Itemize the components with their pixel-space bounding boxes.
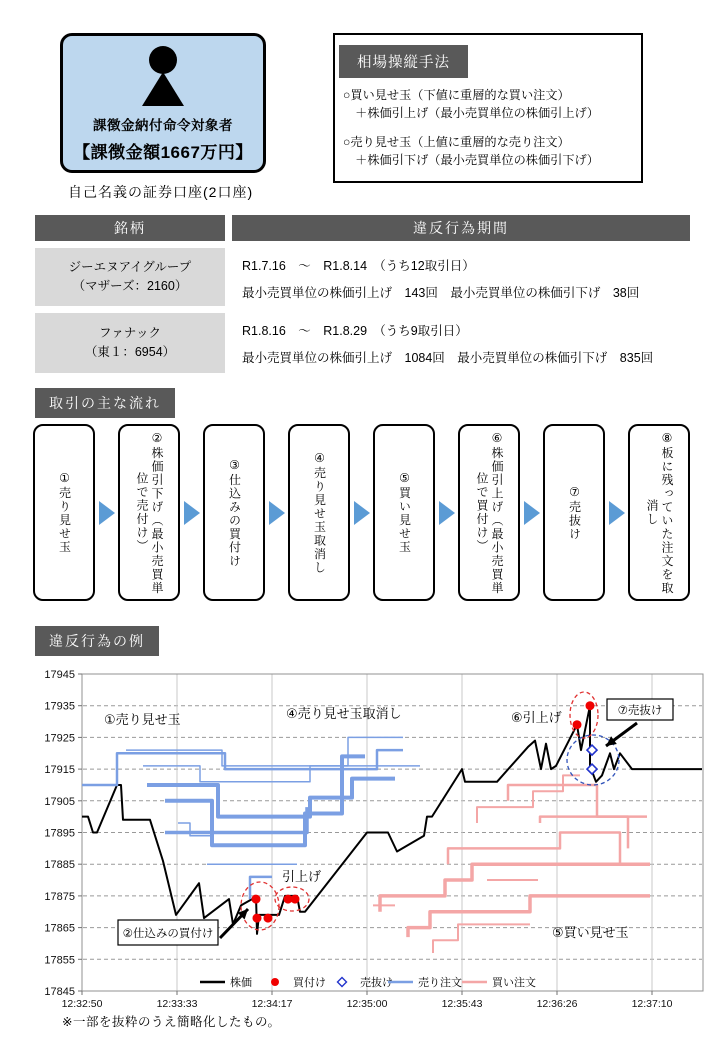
chart-text: 引上げ (282, 869, 322, 884)
buy-order-line (380, 864, 650, 912)
method-line: ＋株価引上げ（最小売買単位の株価引上げ） (343, 106, 599, 121)
chart-text: 17915 (44, 764, 75, 777)
subject-card (60, 33, 266, 173)
person-icon (132, 42, 194, 112)
flow-arrow-icon (609, 501, 625, 525)
buy-order-line (540, 817, 647, 823)
account-caption: 自己名義の証券口座(2口座) (68, 184, 254, 200)
sell-order-line (147, 779, 395, 817)
price-chart (0, 660, 720, 1040)
table-header-period: 違反行為期間 (232, 215, 690, 241)
flow-diagram (33, 424, 691, 601)
buy-order-line (433, 924, 530, 953)
method-header: 相場操縦手法 (339, 45, 468, 78)
chart-text: 買付け (293, 977, 326, 989)
chart-text: 12:34:17 (251, 998, 293, 1010)
stock-cell: ファナック （東１：6954） (35, 313, 225, 373)
chart-text: 株価 (230, 977, 252, 989)
chart-text: ⑤買い見せ玉 (552, 925, 629, 940)
flow-step: ⑥株価引上げ（最小売買単位で買付け） (458, 424, 520, 601)
chart-text: 12:36:26 (536, 998, 578, 1010)
stock-table (35, 215, 690, 373)
sell-order-line (126, 737, 403, 766)
chart-text: ④売り見せ玉取消し (286, 706, 402, 721)
highlight-ellipse (241, 882, 279, 930)
legend-swatch-dot (271, 978, 279, 986)
flow-step: ②株価引下げ（最小売買単位で売付け） (118, 424, 180, 601)
flow-arrow-icon (184, 501, 200, 525)
period-cell: R1.8.16 ～ R1.8.29 （うち9取引日） 最小売買単位の株価引上げ 1084回 最小売買単位の株価引下げ 835回 (232, 313, 690, 373)
flow-step: ⑦売抜け (543, 424, 605, 601)
chart-text: 買い注文 (492, 977, 536, 989)
chart-text: 17945 (44, 669, 75, 681)
flow-step: ⑤買い見せ玉 (373, 424, 435, 601)
flow-arrow-icon (524, 501, 540, 525)
sell-mark-diamond (587, 764, 597, 774)
period-cell: R1.7.16 ～ R1.8.14 （うち12取引日） 最小売買単位の株価引上げ 143回 最小売買単位の株価引下げ 38回 (232, 248, 690, 306)
chart-text: 12:33:33 (156, 998, 198, 1010)
chart-text: 17925 (44, 732, 75, 745)
chart-text: 17905 (44, 795, 75, 808)
chart-text: ⑦売抜け (617, 705, 663, 717)
sell-mark-diamond (587, 745, 597, 755)
charge-subject-title: 課徴金納付命令対象者 (93, 118, 233, 133)
buy-order-line (448, 833, 638, 865)
flow-arrow-icon (269, 501, 285, 525)
chart-text: ①売り見せ玉 (104, 712, 181, 727)
buy-mark-dot (253, 914, 262, 923)
method-box (333, 33, 643, 183)
chart-text: 17935 (44, 700, 75, 713)
method-lines (343, 86, 641, 169)
stock-cell: ジーエヌアイグループ （マザーズ：2160） (35, 248, 225, 306)
flow-step: ④売り見せ玉取消し (288, 424, 350, 601)
method-line: ○売り見せ玉（上値に重層的な売り注文） (343, 134, 570, 149)
chart-text: 17855 (44, 954, 75, 967)
chart-text: 17895 (44, 827, 75, 840)
flow-step: ③仕込みの買付け (203, 424, 265, 601)
chart-text: ⑥引上げ (511, 710, 562, 725)
chart-text: 17865 (44, 922, 75, 935)
legend-swatch-diamond (338, 978, 347, 987)
sell-order-line (165, 807, 307, 832)
flow-arrow-icon (99, 501, 115, 525)
chart-text: 12:35:43 (441, 998, 483, 1010)
method-line: ＋株価引下げ（最小売買単位の株価引下げ） (343, 152, 599, 167)
chart-text: 売り注文 (418, 977, 462, 989)
flow-arrow-icon (354, 501, 370, 525)
flow-step: ①売り見せ玉 (33, 424, 95, 601)
chart-text: 17845 (44, 986, 75, 998)
buy-mark-dot (586, 701, 595, 710)
chart-text: 17875 (44, 890, 75, 903)
chart-text: 売抜け (360, 977, 393, 989)
method-line: ○買い見せ玉（下値に重層的な買い注文） (343, 88, 570, 102)
table-header-name: 銘柄 (35, 215, 225, 241)
buy-mark-dot (291, 895, 300, 904)
buy-mark-dot (573, 720, 582, 729)
chart-text: 17885 (44, 859, 75, 872)
chart-section-header: 違反行為の例 (35, 626, 159, 656)
flow-step: ⑧板に残っていた注文を取消し (628, 424, 690, 601)
chart-footnote: ※一部を抜粋のうえ簡略化したもの。 (62, 1015, 281, 1029)
chart-text: 12:32:50 (61, 998, 103, 1010)
chart-text: 12:35:00 (346, 998, 388, 1010)
charge-amount: 【課徴金額1667万円】 (73, 143, 253, 162)
flow-section-header: 取引の主な流れ (35, 388, 175, 418)
flow-arrow-icon (439, 501, 455, 525)
chart-text: ②仕込みの買付け (122, 928, 214, 940)
buy-mark-dot (252, 895, 261, 904)
buy-mark-dot (264, 914, 273, 923)
chart-text: 12:37:10 (631, 998, 673, 1010)
